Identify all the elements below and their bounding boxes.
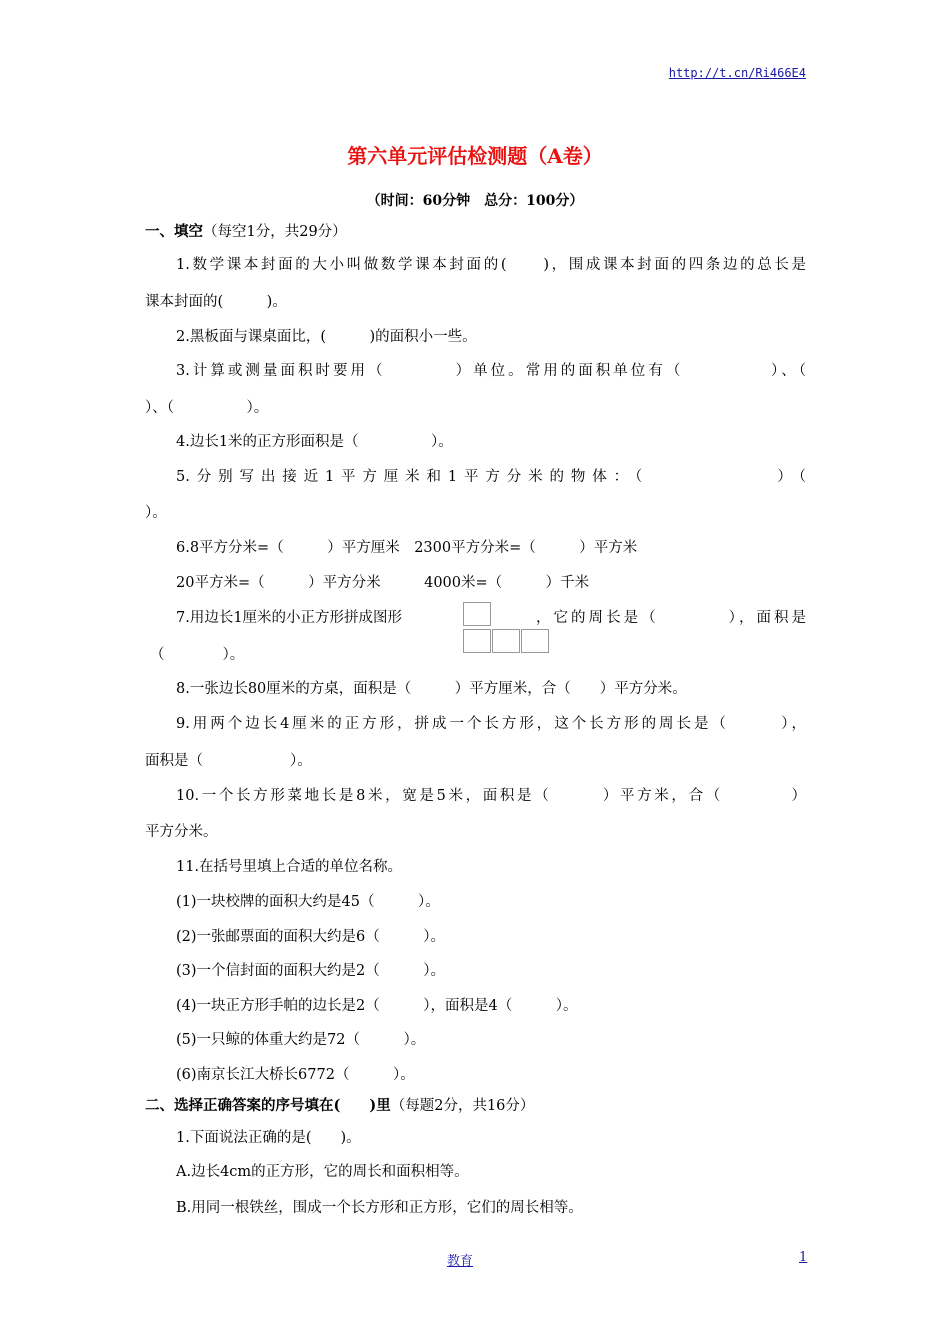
q7-line2: （ ）。 <box>150 647 245 663</box>
q5-line2: ）。 <box>145 505 167 521</box>
exam-info: （时间：60分钟 总分：100分） <box>366 193 584 209</box>
q10-line2: 平方分米。 <box>145 824 218 840</box>
q4: 4.边长1米的正方形面积是（ ）。 <box>176 434 453 450</box>
q11-item-1: (1)一块校牌的面积大约是45（ ）。 <box>176 894 440 910</box>
figure-cell <box>521 629 549 653</box>
page-title: 第六单元评估检测题（A卷） <box>347 144 603 168</box>
figure-cell <box>463 629 491 653</box>
s2-q1-option-a: A.边长4cm的正方形，它的周长和面积相等。 <box>176 1164 469 1180</box>
q8: 8.一张边长80厘米的方桌，面积是（ ）平方厘米，合（ ）平方分米。 <box>176 681 687 697</box>
q6-line2: 20平方米=（ ）平方分米 4000米=（ ）千米 <box>176 575 590 591</box>
q5-line1: 5.分别写出接近1平方厘米和1平方分米的物体：（ ）（ <box>176 469 806 485</box>
section-2-heading: 二、选择正确答案的序号填在( )里（每题2分，共16分） <box>145 1097 535 1114</box>
q6-line1: 6.8平方分米=（ ）平方厘米 2300平方分米=（ ）平方米 <box>176 540 638 556</box>
section-1-heading: 一、填空（每空1分，共29分） <box>145 223 347 240</box>
q2: 2.黑板面与课桌面比，( )的面积小一些。 <box>176 329 477 345</box>
figure-cell <box>463 602 491 626</box>
page-number: 1 <box>799 1250 808 1265</box>
q11: 11.在括号里填上合适的单位名称。 <box>176 859 403 875</box>
q1-line2: 课本封面的( )。 <box>145 294 287 310</box>
s2-q1-option-b: B.用同一根铁丝，围成一个长方形和正方形，它们的周长相等。 <box>176 1200 583 1216</box>
q7-line1-start: 7.用边长1厘米的小正方形拼成图形 <box>176 610 403 626</box>
q7-line1-end: ，它的周长是（ ），面积是 <box>536 610 806 626</box>
q3-line1: 3.计算或测量面积时要用（ ）单位。常用的面积单位有（ ）、（ <box>176 363 806 379</box>
q11-item-4: (4)一块正方形手帕的边长是2（ ），面积是4（ ）。 <box>176 998 578 1014</box>
q11-item-5: (5)一只鲸的体重大约是72（ ）。 <box>176 1032 426 1048</box>
figure-cell <box>492 629 520 653</box>
q11-item-6: (6)南京长江大桥长6772（ ）。 <box>176 1067 415 1083</box>
q1-line1: 1.数学课本封面的大小叫做数学课本封面的( )，围成课本封面的四条边的总长是 <box>176 257 806 273</box>
footer-link[interactable]: 教育 <box>447 1254 474 1269</box>
q9-line1: 9.用两个边长4厘米的正方形，拼成一个长方形，这个长方形的周长是（ ）， <box>176 716 806 732</box>
q11-item-3: (3)一个信封面的面积大约是2（ ）。 <box>176 963 446 979</box>
q11-item-2: (2)一张邮票面的面积大约是6（ ）。 <box>176 929 446 945</box>
q10-line1: 10.一个长方形菜地长是8米，宽是5米，面积是（ ）平方米，合（ ） <box>176 788 806 804</box>
s2-q1: 1.下面说法正确的是( )。 <box>176 1130 361 1146</box>
q3-line2: ）、（ ）。 <box>145 400 269 416</box>
source-link[interactable]: http://t.cn/Ri466E4 <box>668 66 806 80</box>
q9-line2: 面积是（ ）。 <box>145 753 312 769</box>
